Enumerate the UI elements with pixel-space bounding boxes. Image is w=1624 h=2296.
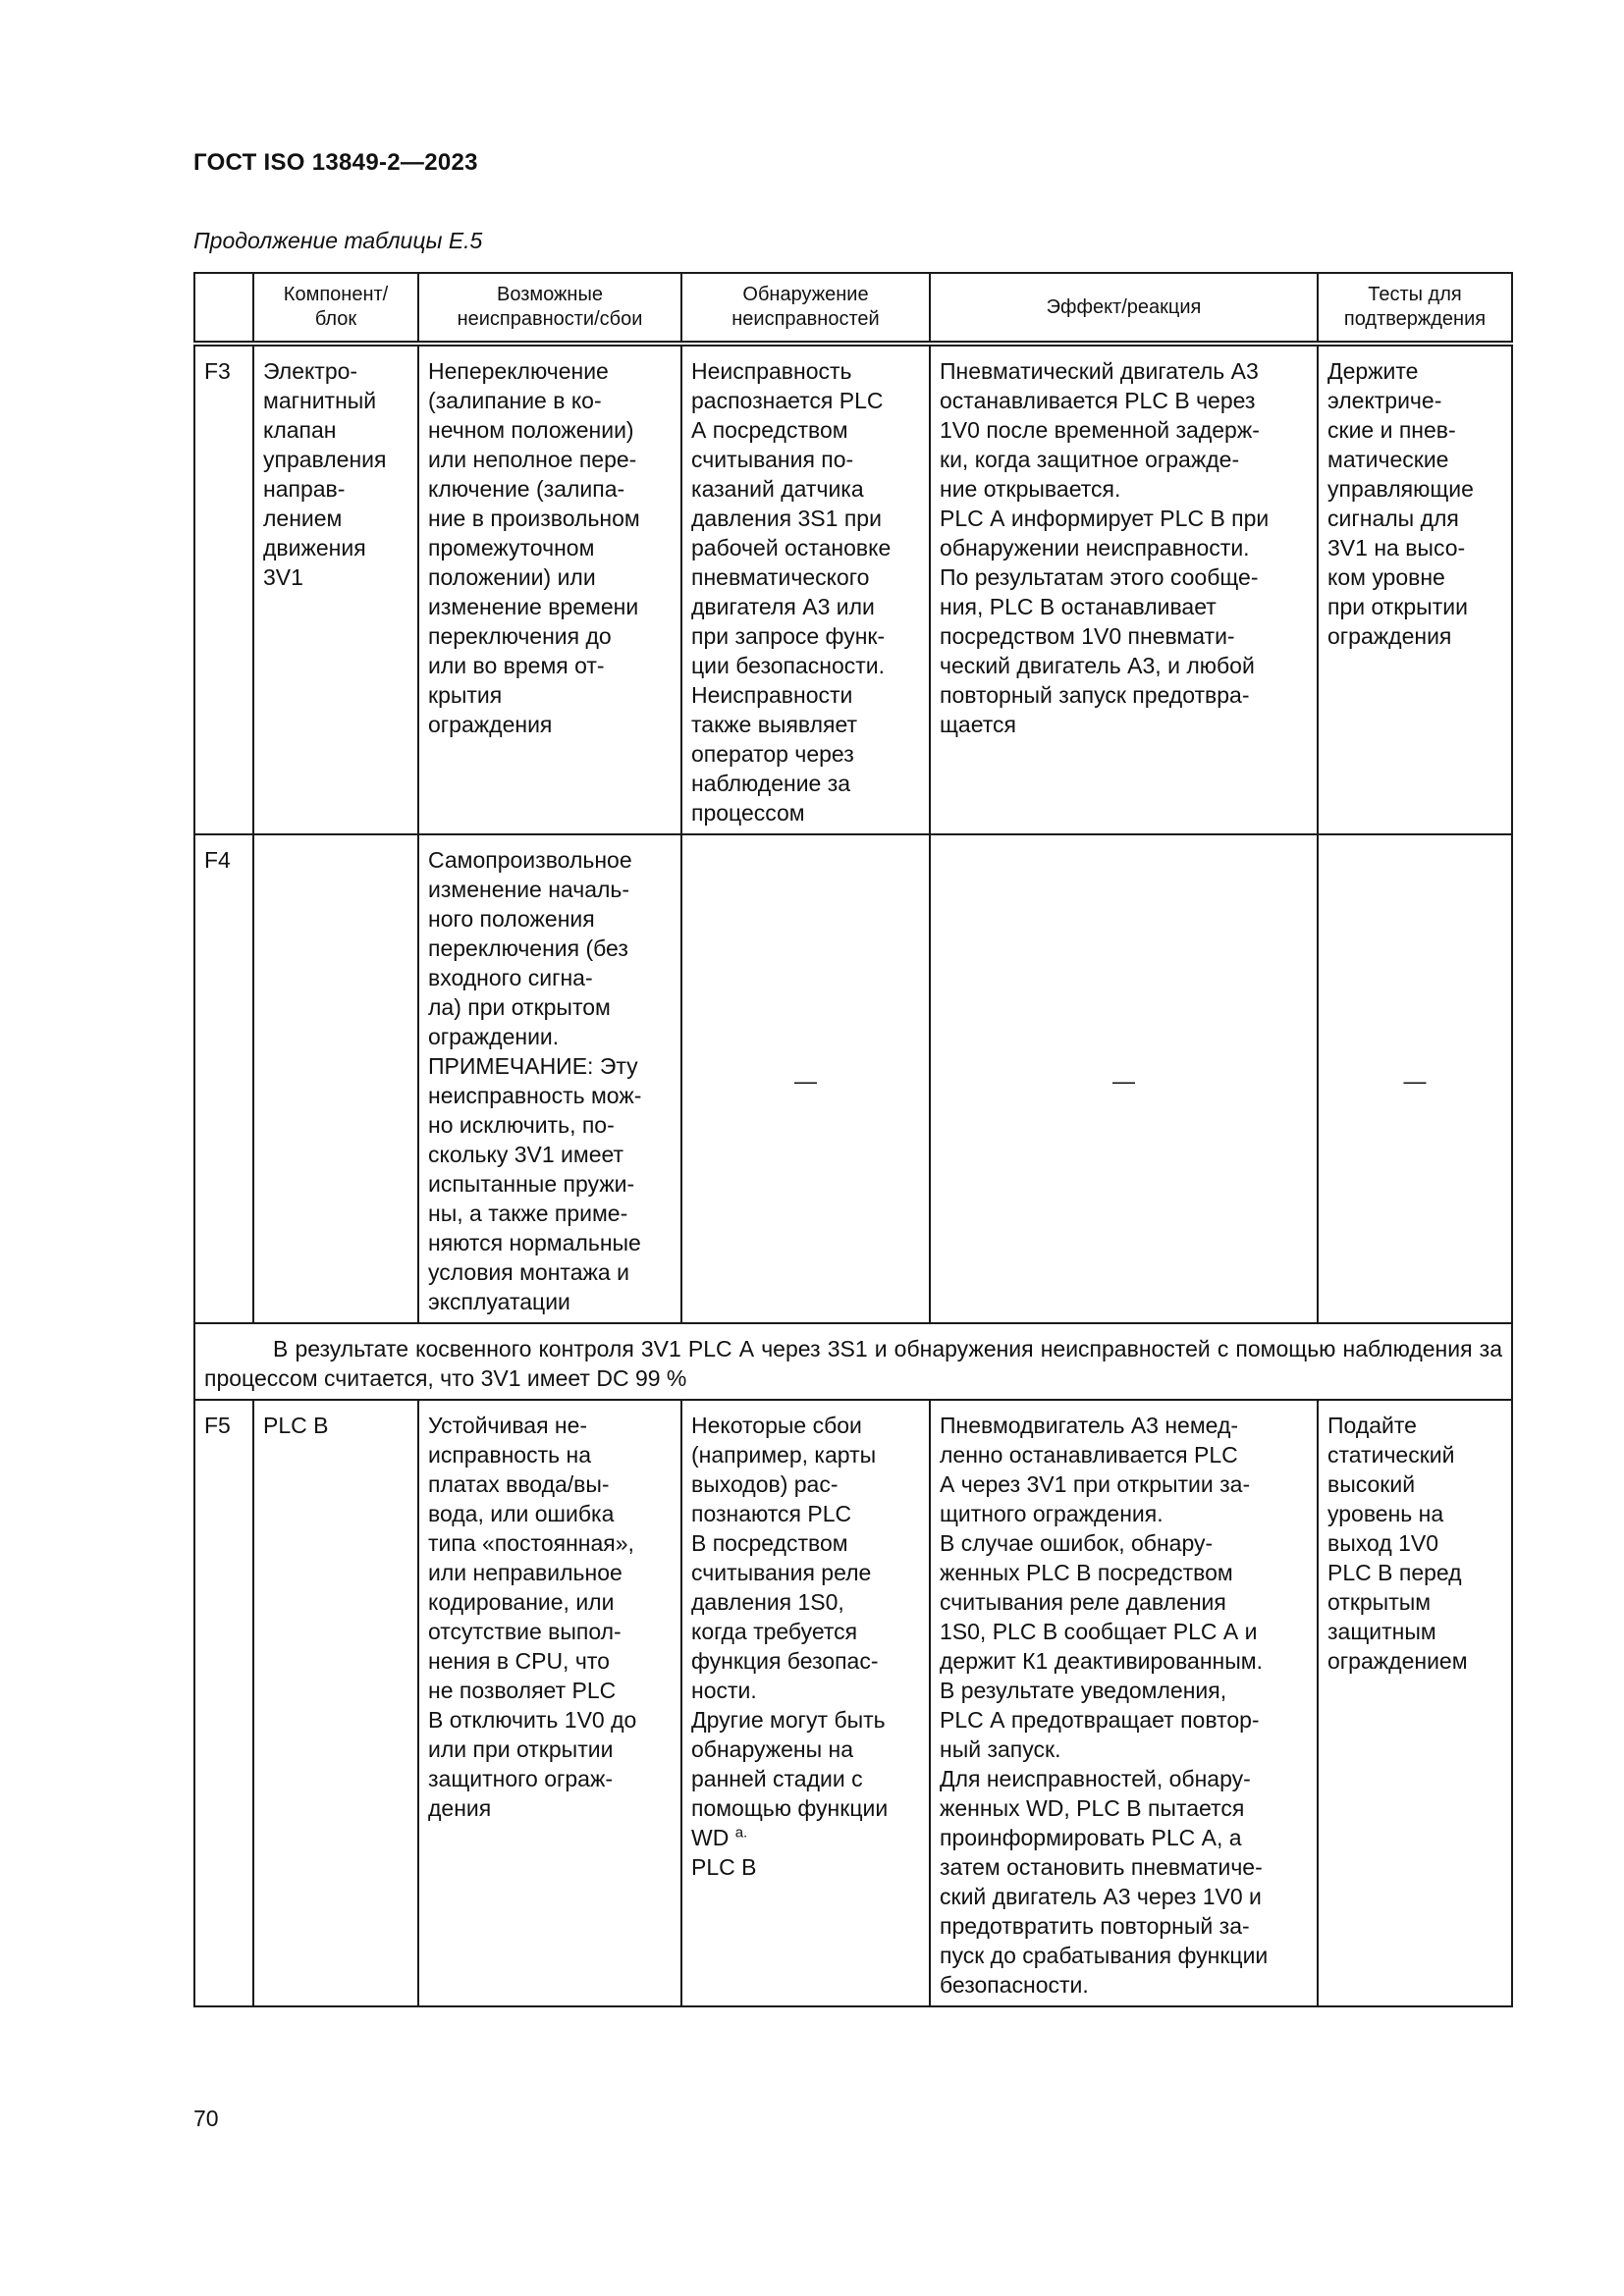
table-row-f4 — [194, 834, 1512, 1323]
table-caption: Продолжение таблицы Е.5 — [193, 228, 483, 253]
row-id: F5 — [194, 1400, 253, 2006]
detection-main-text: Некоторые сбои (например, карты выходов) рас- познаются PLC В посредством считывания реле давления 1S0, когда требуется функция безопас- ности. Другие могут быть обнаружены на ранней стадии с помощью функции WD — [691, 1413, 889, 1850]
row-faults: Устойчивая не- исправность на платах ввода/вы- вода, или ошибка типа «постоянная», или неправильное кодирование, или отсутствие выпол- нения в CPU, что не позволяет PLC В отключить 1V0 до или при открытии защитного ограж- дения — [418, 1400, 681, 2006]
row-detection: Неисправность распознается PLC А посредством считывания по- казаний датчика давления 3S1 при рабочей остановке пневматического двигателя А3 или при запросе функ- ции безопасности. Неисправности также выявляет оператор через наблюдение за процессом — [681, 344, 930, 834]
row-faults: Самопроизвольное изменение началь- ного положения переключения (без входного сигна- ла) при открытом ограждении. ПРИМЕЧАНИЕ: Эту неисправность мож- но исключить, по- скольку 3V1 имеет испытанные пружи- ны, а также приме- няются нормальные условия монтажа и эксплуатации — [418, 834, 681, 1323]
row-component — [253, 834, 418, 1323]
header-detection: Обнаружение неисправностей — [681, 273, 930, 344]
row-id: F4 — [194, 834, 253, 1323]
row-effect: — — [930, 834, 1318, 1323]
footnote-marker: a. — [734, 1824, 748, 1842]
row-detection: — — [681, 834, 930, 1323]
header-component: Компонент/ блок — [253, 273, 418, 344]
header-id — [194, 273, 253, 344]
row-component: PLC В — [253, 1400, 418, 2006]
row-tests: Держите электриче- ские и пнев- матические управляющие сигналы для 3V1 на высо- ком уровне при открытии ограждения — [1318, 344, 1512, 834]
table-header-row — [194, 273, 1512, 344]
fault-table — [193, 272, 1513, 2007]
header-tests: Тесты для подтверждения — [1318, 273, 1512, 344]
note-cell — [194, 1323, 1512, 1400]
row-effect: Пневматический двигатель А3 останавливается PLC В через 1V0 после временной задерж- ки, когда защитное огражде- ние открывается. PLC А информирует PLC В при обнаружении неисправности. По результатам этого сообще- ния, PLC В останавливает посредством 1V0 пневмати- ческий двигатель А3, и любой повторный запуск предотвра- щается — [930, 344, 1318, 834]
header-faults: Возможные неисправности/сбои — [418, 273, 681, 344]
detection-end-text: PLC В — [691, 1854, 757, 1880]
header-effect: Эффект/реакция — [930, 273, 1318, 344]
row-id: F3 — [194, 344, 253, 834]
row-detection — [681, 1400, 930, 2006]
row-tests: Подайте статический высокий уровень на выход 1V0 PLC В перед открытым защитным ограждением — [1318, 1400, 1512, 2006]
page-number: 70 — [193, 2106, 219, 2131]
row-component: Электро- магнитный клапан управления направ- лением движения 3V1 — [253, 344, 418, 834]
table-note-row — [194, 1323, 1512, 1400]
row-tests: — — [1318, 834, 1512, 1323]
note-text: В результате косвенного контроля 3V1 PLC А через 3S1 и обнаружения неисправностей с помощью наблюдения за процессом считается, что 3V1 имеет DC 99 % — [204, 1336, 1502, 1391]
document-header: ГОСТ ISO 13849-2—2023 — [193, 149, 478, 176]
table-row-f3 — [194, 344, 1512, 834]
row-faults: Непереключение (залипание в ко- нечном положении) или неполное пере- ключение (залипа- ние в произвольном промежуточном положении) или изменение времени переключения до или во время от- крытия ограждения — [418, 344, 681, 834]
table-row-f5 — [194, 1400, 1512, 2006]
row-effect: Пневмодвигатель А3 немед- ленно останавливается PLC А через 3V1 при открытии за- щитного ограждения. В случае ошибок, обнару- женных PLC В посредством считывания реле давления 1S0, PLC В сообщает PLC А и держит К1 деактивированным. В результате уведомления, PLC А предотвращает повтор- ный запуск. Для неисправностей, обнару- женных WD, PLC В пытается проинформировать PLC А, а затем остановить пневматиче- ский двигатель А3 через 1V0 и предотвратить повторный за- пуск до срабатывания функции безопасности. — [930, 1400, 1318, 2006]
